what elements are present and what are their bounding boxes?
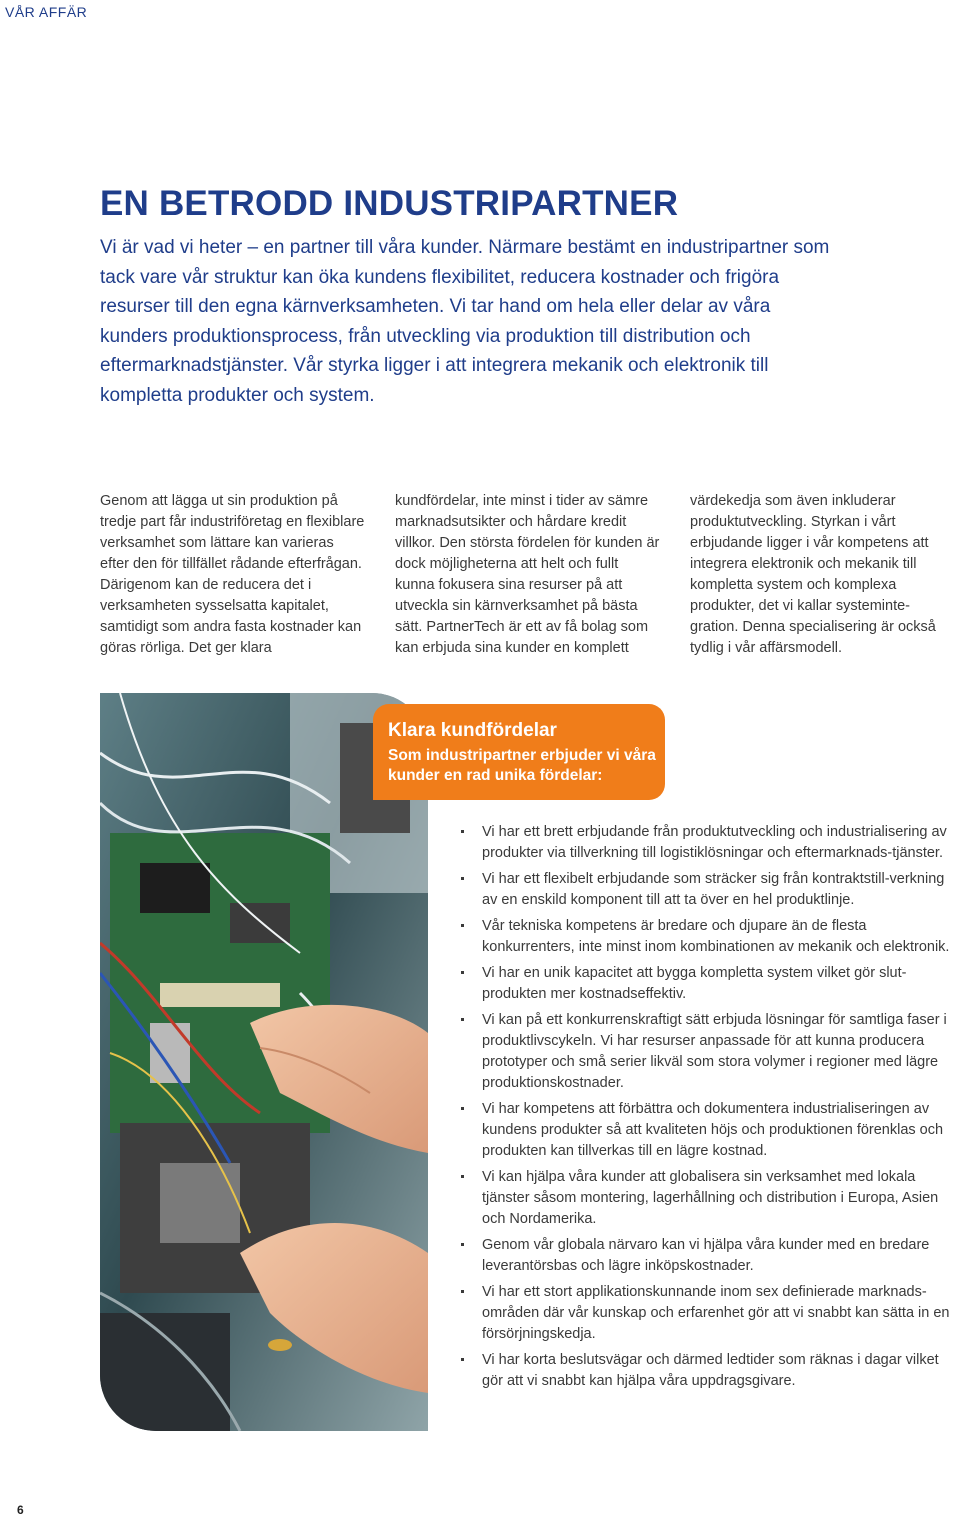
callout-subtitle: Som industripartner erbjuder vi våra kunder en rad unika fördelar:	[388, 747, 656, 784]
benefit-item: Vi kan hjälpa våra kunder att globalisera sin verksamhet med lokala tjänster såsom montering, lagerhållning och distribution i Europa, Asien och Nordamerika.	[460, 1167, 956, 1230]
section-label: VÅR AFFÄR	[5, 4, 88, 20]
benefit-item: Vi har ett stort applikationskunnande inom sex definierade marknads-områden där vår kunskap och erfarenhet gör att vi snabbt kan sätta in en försörjningskedja.	[460, 1282, 956, 1345]
benefit-item: Vår tekniska kompetens är bredare och djupare än de flesta konkurrenters, inte minst inom kombinationen av mekanik och elektronik.	[460, 916, 956, 958]
body-column-2: kundfördelar, inte minst i tider av sämre marknadsutsikter och hårdare kredit villkor. Den största fördelen för kunden är dock möjligheterna att helt och fullt kunna fokusera sina resurser på att utveckla sin kärnverksamhet på bästa sätt. PartnerTech är ett av få bolag som kan erbjuda sina kunder en komplett	[395, 493, 660, 656]
electronics-assembly-photo	[100, 693, 428, 1431]
benefits-list	[460, 822, 956, 1397]
benefit-item: Vi har ett flexibelt erbjudande som sträcker sig från kontraktstill-verkning av en enskild komponent till att ta över en hel produktlinje.	[460, 869, 956, 911]
benefit-item: Vi har kompetens att förbättra och dokumentera industrialiseringen av kundens produkter så att kvaliteten höjs och produktionen förenklas och produkten kan tillverkas till en lägre kostnad.	[460, 1099, 956, 1162]
page-title: EN BETRODD INDUSTRIPARTNER	[100, 184, 679, 223]
callout-title: Klara kundfördelar	[388, 720, 557, 741]
benefit-item: Vi har en unik kapacitet att bygga kompletta system vilket gör slut-produkten mer kostnadseffektiv.	[460, 963, 956, 1005]
benefit-item: Vi har ett brett erbjudande från produktutveckling och industrialisering av produkter via tillverkning till logistiklösningar och eftermarknads-tjänster.	[460, 822, 956, 864]
lead-paragraph: Vi är vad vi heter – en partner till våra kunder. Närmare bestämt en industripartner som tack vare vår struktur kan öka kundens flexibilitet, reducera kostnader och frigöra resurser till den egna kärnverksamheten. Vi tar hand om hela eller delar av våra kunders produktionsprocess, från utveckling via produktion till distribution och eftermarknadstjänster. Vår styrka ligger i att integrera mekanik och elektronik till kompletta produkter och system.	[100, 237, 830, 406]
benefit-item: Genom vår globala närvaro kan vi hjälpa våra kunder med en bredare leverantörsbas och lägre inköpskostnader.	[460, 1235, 956, 1277]
benefit-item: Vi kan på ett konkurrenskraftigt sätt erbjuda lösningar för samtliga faser i produktlivscykeln. Vi har resurser anpassade för att kunna producera prototyper och små serier likväl som stora volymer i regioner med lägre produktionskostnader.	[460, 1010, 956, 1094]
body-column-1: Genom att lägga ut sin produktion på tredje part får industriföretag en flexiblare verksamhet som lättare kan varieras efter den för tillfället rådande efterfrågan. Därigenom kan de reducera det i verksamheten sysselsatta kapitalet, samtidigt som andra fasta kostnader kan göras rörliga. Det ger klara	[100, 493, 365, 656]
page-number: 6	[17, 1503, 24, 1517]
benefit-item: Vi har korta beslutsvägar och därmed ledtider som räknas i dagar vilket gör att vi snabbt kan hjälpa våra uppdragsgivare.	[460, 1350, 956, 1392]
benefits-callout	[373, 704, 665, 800]
body-column-3: värdekedja som även inkluderar produktutveckling. Styrkan i vårt erbjudande ligger i vår kompetens att integrera elektronik och mekanik till kompletta system och komplexa produkter, det vi kallar systeminte-gration. Denna specialisering är också tydlig i vår affärsmodell.	[690, 493, 936, 656]
